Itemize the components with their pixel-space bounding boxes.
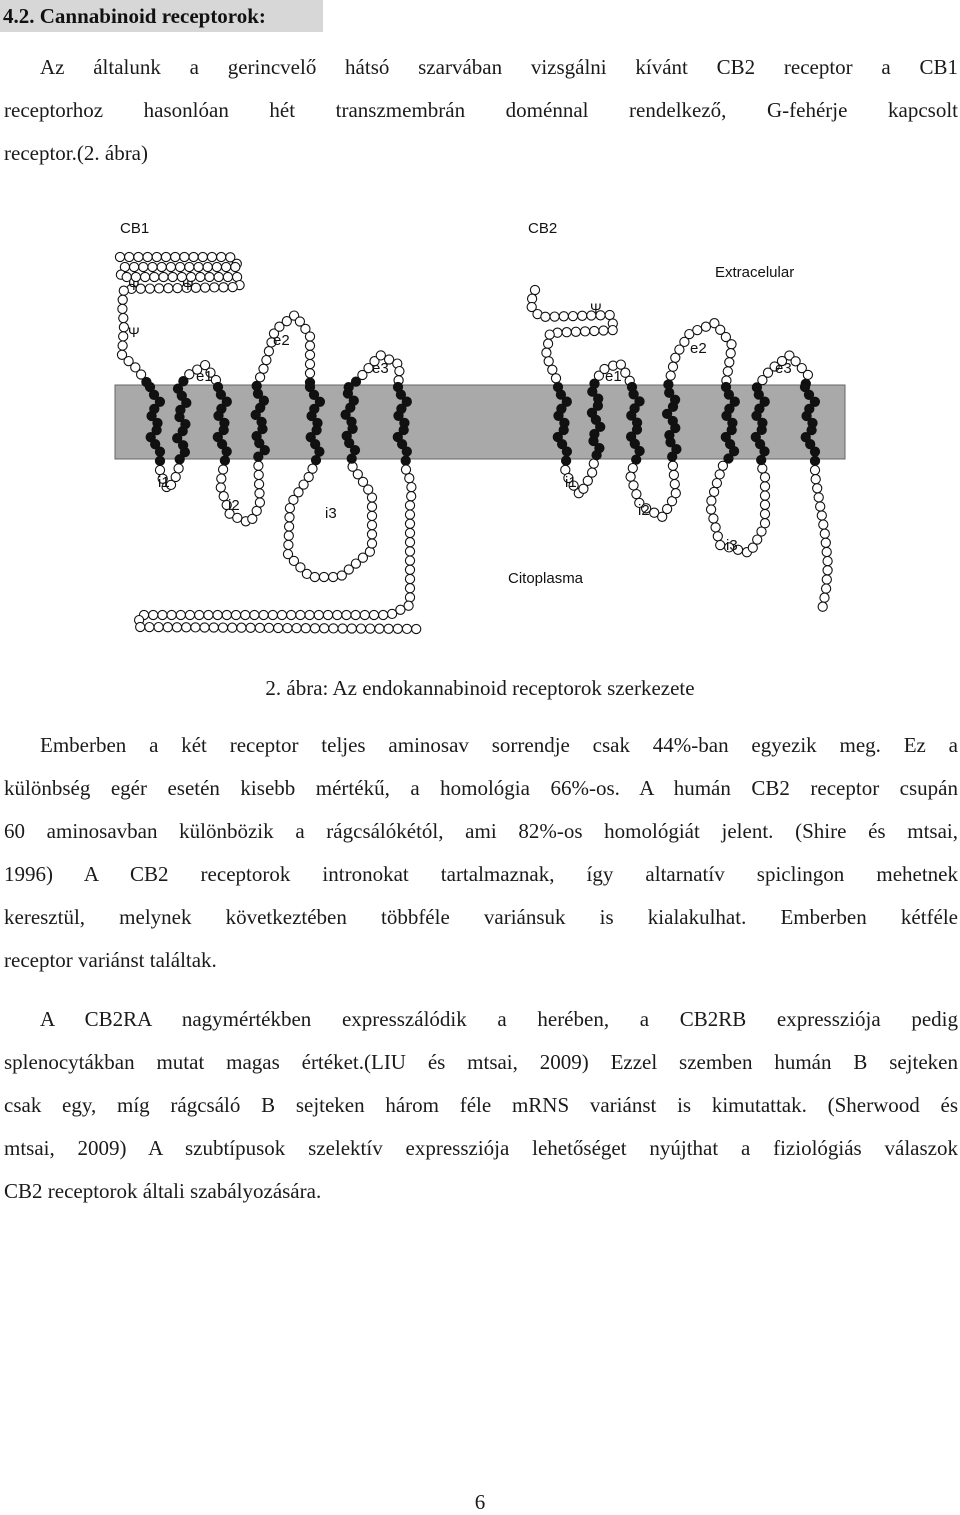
residue-bead — [407, 483, 416, 492]
residue-bead — [250, 610, 259, 619]
residue-bead — [405, 474, 414, 483]
glyco-site-icon: Ψ — [128, 324, 140, 340]
residue-bead — [305, 341, 314, 350]
residue-bead — [760, 509, 769, 518]
residue-bead — [194, 262, 203, 271]
residue-bead — [255, 623, 264, 632]
residue-bead — [159, 272, 168, 281]
residue-bead — [254, 470, 263, 479]
residue-bead — [396, 605, 405, 614]
residue-bead — [811, 475, 820, 484]
glyco-site-icon: Ψ — [128, 277, 140, 293]
residue-bead — [727, 340, 736, 349]
section-heading: 4.2. Cannabinoid receptorok: — [0, 0, 323, 32]
residue-bead — [154, 623, 163, 632]
residue-bead — [237, 623, 246, 632]
cb1-i1-label: i1 — [158, 474, 170, 491]
residue-bead — [338, 624, 347, 633]
residue-bead — [246, 623, 255, 632]
residue-bead — [405, 510, 414, 519]
residue-bead — [758, 464, 767, 473]
cb2-e1-label: e1 — [605, 368, 622, 385]
residue-bead — [666, 371, 675, 380]
residue-bead — [347, 624, 356, 633]
residue-bead — [210, 283, 219, 292]
residue-bead — [231, 262, 240, 271]
residue-bead — [125, 252, 134, 261]
intro-line: receptorhoz hasonlóan hét transzmembrán doménnal rendelkező, G-fehérje kapcsolt — [4, 98, 958, 122]
residue-bead — [155, 284, 164, 293]
residue-bead — [605, 310, 614, 319]
residue-bead — [219, 465, 228, 474]
residue-bead — [668, 461, 677, 470]
residue-bead — [329, 624, 338, 633]
residue-bead — [204, 610, 213, 619]
cb1-e1-label: e1 — [196, 368, 213, 385]
residue-bead — [544, 357, 553, 366]
residue-bead — [157, 262, 166, 271]
text-line: 60 aminosavban különbözik a rágcsálókétól, ami 82%-os homológiát jelent. (Shire és mtsai, — [4, 819, 958, 843]
residue-bead — [822, 584, 831, 593]
cb1-e2-label: e2 — [273, 332, 290, 349]
residue-bead — [405, 538, 414, 547]
residue-bead — [285, 504, 294, 513]
figure-caption: 2. ábra: Az endokannabinoid receptorok szerkezete — [265, 676, 695, 700]
residue-bead-dark — [220, 456, 229, 465]
residue-bead — [115, 252, 124, 261]
residue-bead — [712, 479, 721, 488]
residue-bead — [259, 610, 268, 619]
residue-bead — [562, 328, 571, 337]
residue-bead-dark — [222, 447, 231, 456]
residue-bead — [568, 312, 577, 321]
residue-bead — [305, 350, 314, 359]
residue-bead — [241, 610, 250, 619]
cb1-i3-label: i3 — [325, 505, 337, 522]
residue-bead — [821, 538, 830, 547]
residue-bead — [559, 312, 568, 321]
residue-bead — [167, 610, 176, 619]
residue-bead — [819, 520, 828, 529]
residue-bead — [219, 283, 228, 292]
residue-bead — [180, 252, 189, 261]
cb1-i2-label: i2 — [228, 497, 240, 514]
cb2-i2-label: i2 — [638, 502, 650, 519]
residue-bead — [152, 252, 161, 261]
residue-bead — [588, 468, 597, 477]
residue-bead — [369, 610, 378, 619]
residue-bead — [813, 484, 822, 493]
residue-bead — [119, 314, 128, 323]
residue-bead — [810, 466, 819, 475]
residue-bead — [405, 547, 414, 556]
residue-bead — [139, 262, 148, 271]
residue-bead — [198, 252, 207, 261]
residue-bead — [816, 502, 825, 511]
residue-bead — [305, 332, 314, 341]
residue-bead — [405, 519, 414, 528]
residue-bead — [205, 272, 214, 281]
residue-bead-dark — [562, 447, 571, 456]
residue-bead — [145, 623, 154, 632]
residue-bead — [542, 348, 551, 357]
residue-bead — [149, 610, 158, 619]
residue-bead — [216, 483, 225, 492]
text-line: A CB2RA nagymértékben expresszálódik a herében, a CB2RB expressziója pedig — [40, 1007, 958, 1031]
residue-bead — [305, 610, 314, 619]
residue-bead — [541, 312, 550, 321]
page-number: 6 — [474, 1490, 486, 1514]
residue-bead — [200, 623, 209, 632]
residue-bead — [530, 285, 539, 294]
residue-bead — [119, 332, 128, 341]
residue-bead — [141, 272, 150, 281]
glyco-site-icon: Ψ — [590, 300, 602, 316]
residue-bead — [379, 610, 388, 619]
residue-bead — [212, 262, 221, 271]
residue-bead — [822, 575, 831, 584]
residue-bead — [284, 540, 293, 549]
residue-bead-dark — [155, 456, 164, 465]
cb2-label: CB2 — [528, 220, 558, 237]
cb2-i1-label: i1 — [565, 474, 577, 491]
residue-bead — [185, 610, 194, 619]
residue-bead — [726, 349, 735, 358]
residue-bead — [711, 523, 720, 532]
residue-bead-dark — [401, 456, 410, 465]
residue-bead — [395, 367, 404, 376]
residue-bead — [254, 461, 263, 470]
residue-bead — [163, 623, 172, 632]
residue-bead — [305, 369, 314, 378]
residue-bead — [259, 364, 268, 373]
text-line: különbség egér esetén kisebb mértékű, a homológia 66%-os. A humán CB2 receptor csupán — [4, 776, 958, 800]
residue-bead — [305, 360, 314, 369]
residue-bead — [760, 500, 769, 509]
residue-bead — [571, 327, 580, 336]
residue-bead — [578, 311, 587, 320]
residue-bead — [118, 295, 127, 304]
residue-bead — [174, 464, 183, 473]
residue-bead — [407, 492, 416, 501]
residue-bead — [219, 492, 228, 501]
residue-bead — [823, 557, 832, 566]
residue-bead — [388, 609, 397, 618]
residue-bead-dark — [311, 456, 320, 465]
residue-bead — [707, 496, 716, 505]
residue-bead — [375, 624, 384, 633]
residue-bead-dark — [810, 447, 819, 456]
residue-bead — [366, 624, 375, 633]
residue-bead — [228, 623, 237, 632]
residue-bead — [145, 284, 154, 293]
residue-bead — [713, 532, 722, 541]
residue-bead — [405, 556, 414, 565]
residue-bead — [822, 547, 831, 556]
residue-bead — [814, 493, 823, 502]
glyco-site-icon: Ψ — [182, 277, 194, 293]
residue-bead — [723, 367, 732, 376]
residue-bead — [670, 480, 679, 489]
residue-bead — [548, 365, 557, 374]
text-line: keresztül, melynek következtében többféle variánsuk is kialakulhat. Emberben kétféle — [4, 905, 958, 929]
residue-bead — [707, 505, 716, 514]
residue-bead — [820, 593, 829, 602]
residue-bead — [818, 602, 827, 611]
cytoplasm-label: Citoplasma — [508, 570, 584, 587]
residue-bead — [143, 252, 152, 261]
residue-bead — [710, 487, 719, 496]
residue-bead-dark — [810, 456, 819, 465]
residue-bead — [296, 610, 305, 619]
residue-bead — [214, 272, 223, 281]
residue-bead — [148, 262, 157, 271]
intro-paragraph — [4, 46, 958, 175]
residue-bead — [629, 481, 638, 490]
residue-bead — [319, 572, 328, 581]
intro-line: Az általunk a gerincvelő hátsó szarvában vizsgálni kívánt CB2 receptor a CB1 — [40, 55, 958, 79]
residue-bead — [628, 464, 637, 473]
residue-bead — [136, 622, 145, 631]
residue-bead-dark — [632, 455, 641, 464]
residue-bead — [632, 490, 641, 499]
residue-bead — [367, 530, 376, 539]
paragraph-homology — [4, 724, 958, 982]
residue-bead — [367, 511, 376, 520]
residue-bead — [581, 327, 590, 336]
residue-bead — [217, 252, 226, 261]
residue-bead — [150, 272, 159, 281]
residue-bead — [171, 252, 180, 261]
residue-bead — [176, 262, 185, 271]
residue-bead — [172, 623, 181, 632]
residue-bead — [310, 572, 319, 581]
residue-bead — [725, 358, 734, 367]
residue-bead — [803, 370, 812, 379]
residue-bead — [292, 624, 301, 633]
extracellular-label: Extracelular — [715, 264, 795, 281]
residue-bead-dark — [252, 381, 261, 390]
cb1-e3-label: e3 — [372, 360, 389, 377]
paragraph-expression — [4, 998, 958, 1213]
residue-bead — [185, 262, 194, 271]
residue-bead — [268, 610, 277, 619]
residue-bead — [196, 272, 205, 281]
residue-bead — [376, 351, 385, 360]
residue-bead — [191, 623, 200, 632]
residue-bead — [329, 572, 338, 581]
residue-bead — [551, 374, 560, 383]
residue-bead — [264, 623, 273, 632]
residue-bead — [760, 473, 769, 482]
residue-bead-dark — [315, 447, 324, 456]
receptor-structure-figure — [110, 205, 850, 645]
residue-bead — [287, 610, 296, 619]
residue-bead — [599, 326, 608, 335]
residue-bead — [173, 284, 182, 293]
residue-bead — [182, 623, 191, 632]
residue-bead — [285, 522, 294, 531]
residue-bead — [283, 624, 292, 633]
residue-bead — [823, 566, 832, 575]
residue-bead — [323, 610, 332, 619]
residue-bead — [252, 506, 261, 515]
residue-bead — [393, 624, 402, 633]
residue-bead — [760, 482, 769, 491]
residue-bead — [589, 459, 598, 468]
residue-bead — [203, 262, 212, 271]
residue-bead — [671, 489, 680, 498]
residue-bead — [820, 529, 829, 538]
residue-bead — [356, 624, 365, 633]
residue-bead — [367, 521, 376, 530]
text-line: Emberben a két receptor teljes aminosav sorrendje csak 44%-ban egyezik meg. Ez a — [40, 733, 958, 757]
residue-bead — [213, 610, 222, 619]
text-line: 1996) A CB2 receptorok intronokat tartalmaznak, így altarnatív spiclingon mehetnek — [4, 862, 958, 886]
cb2-i3-label: i3 — [726, 537, 738, 554]
residue-bead — [360, 610, 369, 619]
residue-bead — [693, 326, 702, 335]
residue-bead — [405, 501, 414, 510]
residue-bead — [118, 341, 127, 350]
residue-bead — [164, 284, 173, 293]
residue-bead-dark — [757, 455, 766, 464]
residue-bead — [130, 262, 139, 271]
residue-bead — [209, 623, 218, 632]
residue-bead — [256, 373, 265, 382]
residue-bead — [405, 593, 414, 602]
residue-bead — [262, 356, 271, 365]
residue-bead — [134, 252, 143, 261]
residue-bead — [405, 574, 414, 583]
residue-bead — [544, 339, 553, 348]
residue-bead — [218, 623, 227, 632]
residue-bead — [284, 531, 293, 540]
residue-bead — [716, 541, 725, 550]
cb1-label: CB1 — [120, 220, 150, 237]
residue-bead — [255, 498, 264, 507]
text-line: receptor variánst találtak. — [4, 948, 217, 972]
residue-bead — [402, 624, 411, 633]
residue-bead — [301, 624, 310, 633]
residue-bead — [195, 610, 204, 619]
residue-bead — [626, 472, 635, 481]
residue-bead — [228, 283, 237, 292]
residue-bead-dark — [635, 446, 644, 455]
residue-bead — [412, 624, 421, 633]
cb2-e2-label: e2 — [690, 340, 707, 357]
residue-bead — [217, 474, 226, 483]
residue-bead — [405, 565, 414, 574]
residue-bead — [590, 326, 599, 335]
text-line: CB2 receptorok általi szabályozására. — [4, 1179, 322, 1203]
residue-bead — [760, 491, 769, 500]
residue-bead — [285, 513, 294, 522]
residue-bead — [255, 480, 264, 489]
residue-bead — [233, 513, 242, 522]
text-line: mtsai, 2009) A szubtípusok szelektív expressziója lehetőséget nyújthat a fiziológiás válaszok — [4, 1136, 958, 1160]
residue-bead — [668, 362, 677, 371]
residue-bead — [333, 610, 342, 619]
residue-bead — [168, 272, 177, 281]
text-line: csak egy, míg rágcsáló B sejteken három féle mRNS variánst is kimutattak. (Sherwood és — [4, 1093, 958, 1117]
residue-bead — [342, 610, 351, 619]
residue-bead — [384, 624, 393, 633]
residue-bead-dark — [402, 447, 411, 456]
residue-bead — [310, 624, 319, 633]
residue-bead — [709, 514, 718, 523]
residue-bead — [222, 262, 231, 271]
residue-bead — [222, 610, 231, 619]
residue-bead — [669, 470, 678, 479]
intro-line: receptor.(2. ábra) — [4, 141, 148, 165]
residue-bead — [715, 470, 724, 479]
cb2-e3-label: e3 — [775, 360, 792, 377]
residue-bead — [277, 610, 286, 619]
text-line: splenocytákban mutat magas értéket.(LIU és mtsai, 2009) Ezzel szemben humán B sejteken — [4, 1050, 958, 1074]
residue-bead — [367, 539, 376, 548]
residue-bead-dark — [664, 380, 673, 389]
residue-bead-dark — [155, 447, 164, 456]
residue-bead-dark — [347, 454, 356, 463]
residue-bead — [189, 252, 198, 261]
residue-bead — [817, 511, 826, 520]
residue-bead — [171, 472, 180, 481]
residue-bead — [760, 519, 769, 528]
residue-bead — [176, 610, 185, 619]
residue-bead — [367, 502, 376, 511]
residue-bead — [405, 584, 414, 593]
residue-bead — [201, 283, 210, 292]
residue-bead — [161, 252, 170, 261]
residue-bead — [718, 461, 727, 470]
residue-bead — [314, 610, 323, 619]
residue-bead — [166, 262, 175, 271]
residue-bead — [701, 322, 710, 331]
residue-bead — [223, 272, 232, 281]
residue-bead — [401, 465, 410, 474]
residue-bead — [118, 304, 127, 313]
residue-bead — [231, 610, 240, 619]
residue-bead — [351, 610, 360, 619]
residue-bead — [274, 623, 283, 632]
residue-bead — [550, 312, 559, 321]
residue-bead — [158, 610, 167, 619]
residue-bead-dark — [562, 456, 571, 465]
residue-bead — [207, 252, 216, 261]
residue-bead — [405, 528, 414, 537]
residue-bead — [255, 489, 264, 498]
residue-bead — [545, 330, 554, 339]
residue-bead — [320, 624, 329, 633]
residue-bead — [608, 326, 617, 335]
